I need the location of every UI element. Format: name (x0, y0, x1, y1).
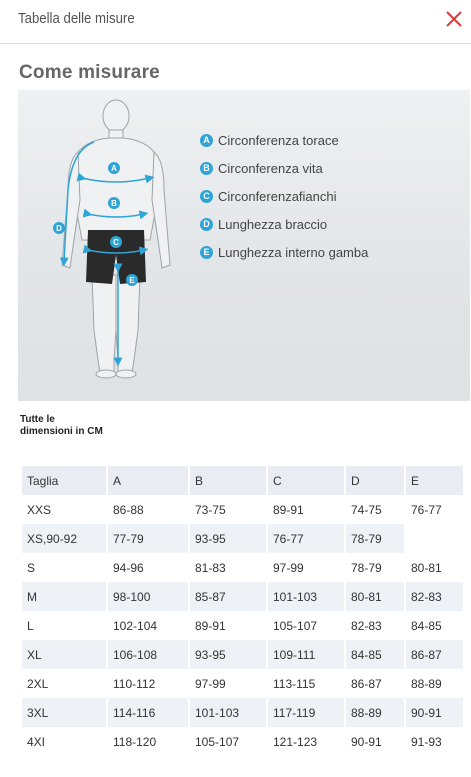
table-cell: 102-104 (113, 618, 158, 633)
table-cell: 93-95 (190, 524, 266, 553)
legend-label: Circonferenza torace (218, 133, 339, 148)
table-cell: 80-81 (346, 582, 404, 611)
table-cell: 76-77 (411, 502, 442, 517)
table-row (22, 524, 463, 553)
table-cell: M (22, 582, 106, 611)
legend-label: Lunghezza braccio (218, 217, 328, 232)
table-row (22, 640, 463, 669)
table-cell: XXS (27, 502, 52, 517)
table-cell: 84-85 (346, 640, 404, 669)
close-icon[interactable] (443, 8, 465, 30)
table-cell: 81-83 (195, 560, 226, 575)
table-cell: 121-123 (273, 734, 318, 749)
svg-text:E: E (129, 276, 135, 285)
table-cell: 4XI (27, 734, 46, 749)
table-cell: 90-91 (406, 698, 463, 727)
table-cell: 101-103 (268, 582, 344, 611)
marker-a (108, 162, 120, 174)
table-header-cell: C (268, 466, 344, 495)
legend-badge: D (200, 218, 213, 231)
modal-title: Tabella delle misure (18, 10, 135, 27)
table-cell: 101-103 (190, 698, 266, 727)
table-cell: 97-99 (273, 560, 304, 575)
table-cell: 113-115 (273, 676, 316, 691)
marker-e (126, 274, 138, 286)
table-row (22, 727, 463, 756)
table-header-cell: E (406, 466, 463, 495)
legend-badge: E (200, 246, 213, 259)
marker-b (108, 197, 120, 209)
svg-text:C: C (113, 238, 119, 247)
table-cell: 3XL (22, 698, 106, 727)
svg-text:D: D (56, 224, 62, 233)
svg-text:B: B (111, 199, 117, 208)
legend-badge: C (200, 190, 213, 203)
table-cell: 78-79 (346, 524, 404, 553)
table-cell: 2XL (27, 676, 49, 691)
table-cell: 97-99 (195, 676, 226, 691)
legend-label: Circonferenza vita (218, 161, 323, 176)
table-cell: 77-79 (108, 524, 188, 553)
measurement-figure (18, 90, 470, 401)
table-cell: 82-83 (351, 618, 382, 633)
legend-label: Lunghezza interno gamba (218, 245, 369, 260)
table-cell: XL (22, 640, 106, 669)
table-cell: 94-96 (113, 560, 144, 575)
section-title: Come misurare (19, 62, 160, 83)
table-cell: 110-112 (113, 676, 156, 691)
table-header-cell: D (346, 466, 404, 495)
marker-d (53, 222, 65, 234)
table-cell (406, 524, 463, 553)
table-cell: L (27, 618, 34, 633)
table-cell: 105-107 (195, 734, 240, 749)
table-cell: 85-87 (190, 582, 266, 611)
table-cell: 82-83 (406, 582, 463, 611)
table-cell: 86-88 (113, 502, 144, 517)
table-cell: 74-75 (351, 502, 382, 517)
table-header-row (22, 466, 463, 495)
table-row (22, 669, 463, 698)
table-cell: 90-91 (351, 734, 382, 749)
table-row (22, 582, 463, 611)
table-cell: 114-116 (108, 698, 188, 727)
table-cell: S (27, 560, 36, 575)
table-cell: 118-120 (113, 734, 157, 749)
table-row (22, 611, 463, 640)
table-cell: 109-111 (268, 640, 344, 669)
table-row (22, 553, 463, 582)
table-cell: 91-93 (411, 734, 442, 749)
table-cell: 93-95 (190, 640, 266, 669)
table-cell: 76-77 (268, 524, 344, 553)
table-cell: 105-107 (273, 618, 318, 633)
legend-badge: B (200, 162, 213, 175)
table-cell: 117-119 (268, 698, 344, 727)
table-header-cell: B (190, 466, 266, 495)
svg-text:A: A (111, 164, 117, 173)
table-header-cell: A (108, 466, 188, 495)
table-cell: 86-87 (406, 640, 463, 669)
table-cell: XS,90-92 (22, 524, 106, 553)
modal-header (0, 0, 471, 44)
table-cell: 73-75 (195, 502, 226, 517)
table-cell: 84-85 (411, 618, 442, 633)
legend-badge: A (200, 134, 213, 147)
table-cell: 89-91 (195, 618, 226, 633)
table-cell: 88-89 (346, 698, 404, 727)
marker-c (110, 236, 122, 248)
table-cell: 78-79 (351, 560, 382, 575)
table-row (22, 698, 463, 727)
table-row (22, 495, 463, 524)
units-note: Tutte le dimensioni in CM (20, 414, 103, 437)
table-cell: 86-87 (351, 676, 382, 691)
table-header-cell: Taglia (22, 466, 106, 495)
size-table (20, 466, 465, 756)
table-cell: 106-108 (108, 640, 188, 669)
table-cell: 80-81 (411, 560, 442, 575)
table-cell: 98-100 (108, 582, 188, 611)
legend-label: Circonferenzafianchi (218, 189, 337, 204)
table-cell: 89-91 (273, 502, 304, 517)
table-cell: 88-89 (411, 676, 442, 691)
